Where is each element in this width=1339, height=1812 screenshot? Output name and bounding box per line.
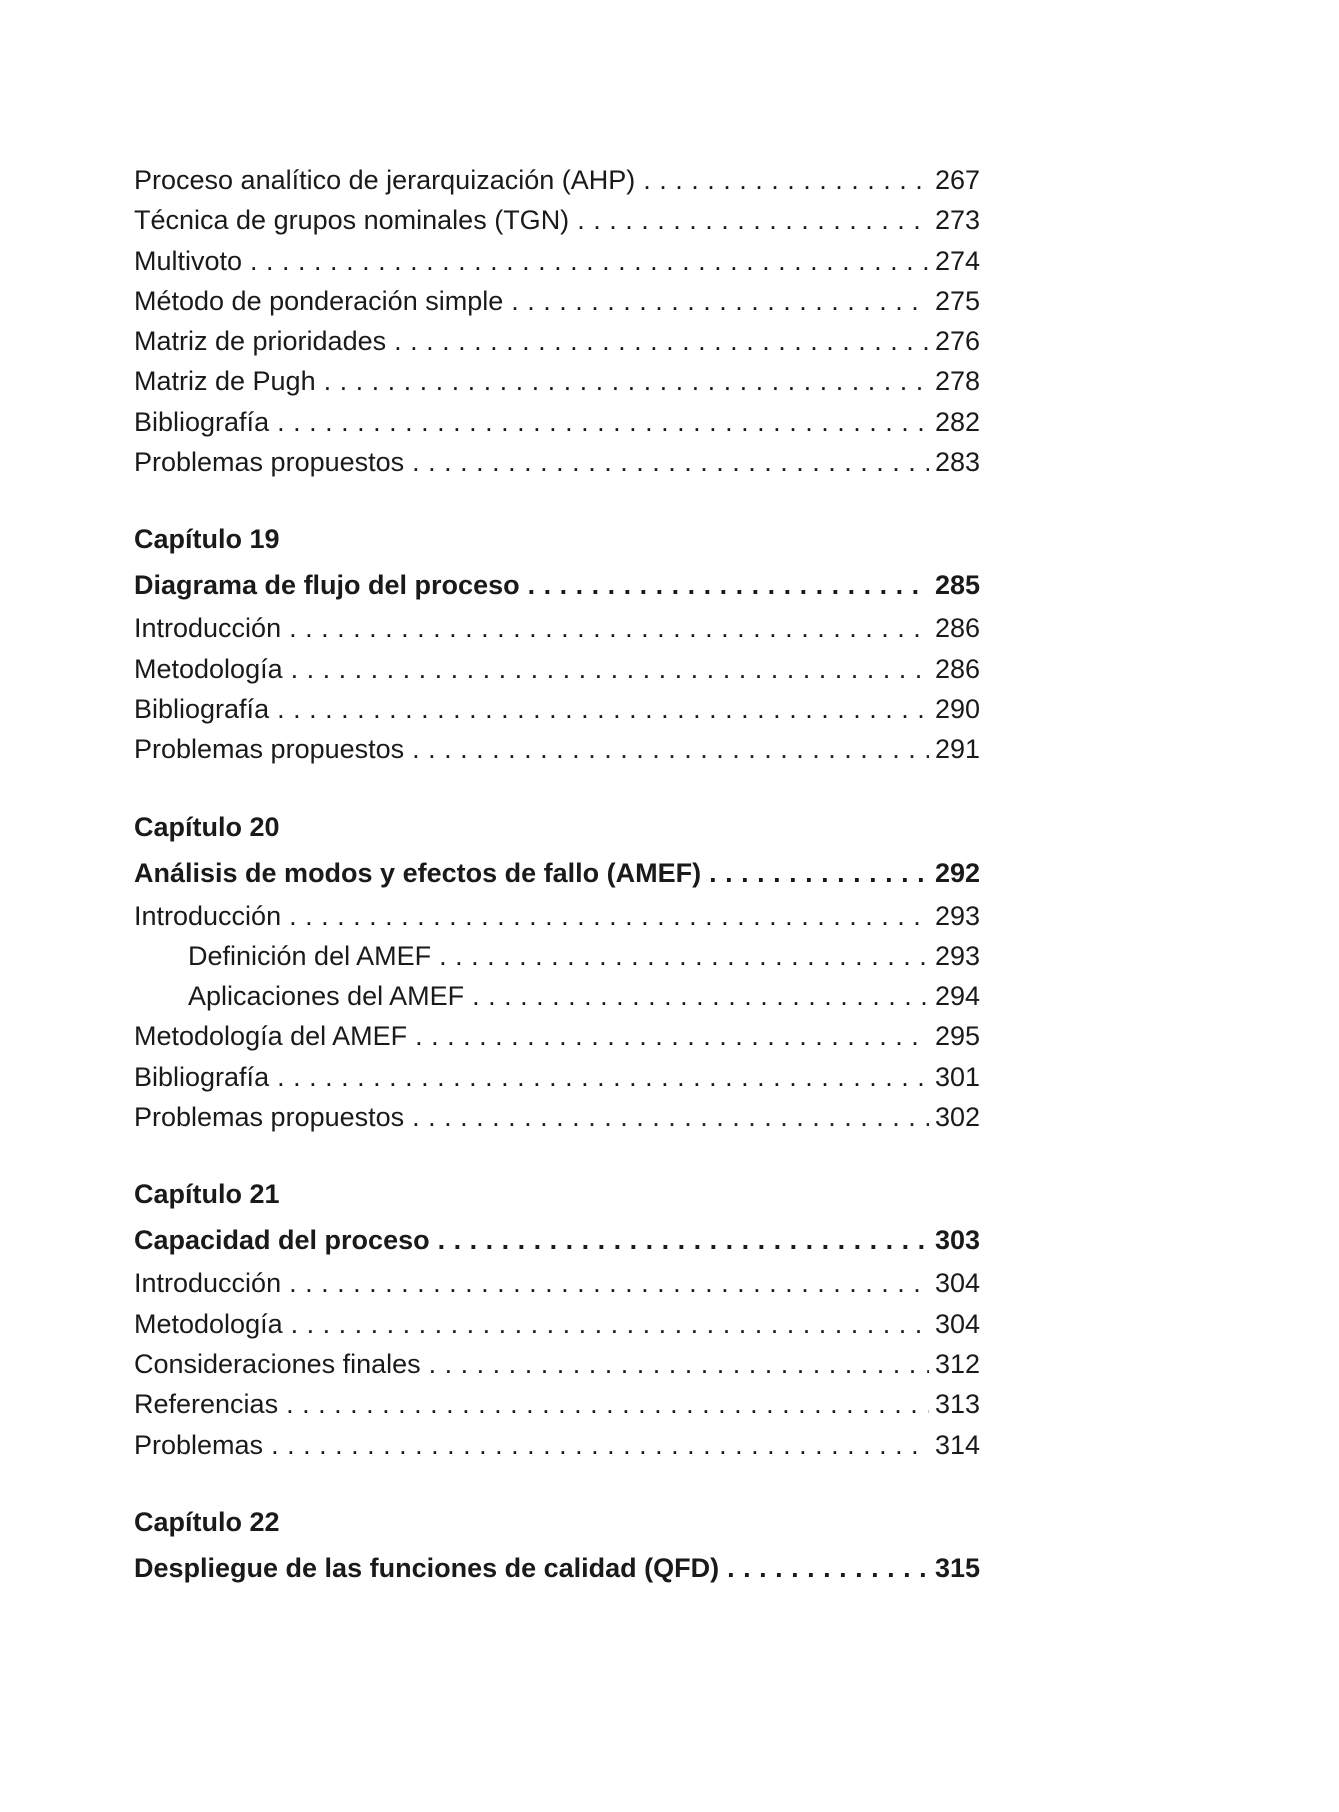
entry-page-number: 283 — [934, 447, 980, 478]
dot-leader — [289, 1263, 929, 1303]
entry-page-number: 292 — [934, 857, 980, 888]
entry-page-number: 294 — [934, 981, 980, 1012]
entry-page-number: 278 — [934, 366, 980, 397]
entry-title: Definición del AMEF — [188, 940, 432, 971]
toc-entry — [134, 1097, 980, 1137]
entry-title: Bibliografía — [134, 1061, 270, 1092]
entry-page-number: 304 — [934, 1268, 980, 1299]
toc-entry — [134, 402, 980, 442]
toc-entry — [134, 729, 980, 769]
dot-leader — [415, 1016, 929, 1056]
chapter-label: Capítulo 20 — [134, 811, 280, 842]
entry-title: Consideraciones finales — [134, 1348, 421, 1379]
entry-title: Aplicaciones del AMEF — [188, 981, 465, 1012]
entry-title: Metodología del AMEF — [134, 1021, 408, 1052]
dot-leader — [438, 1217, 929, 1263]
entry-page-number: 285 — [934, 570, 980, 601]
dot-leader — [577, 200, 929, 240]
chapter-label: Capítulo 21 — [134, 1179, 280, 1210]
toc-section — [134, 516, 980, 769]
entry-title: Técnica de grupos nominales (TGN) — [134, 205, 570, 236]
entry-page-number: 286 — [934, 653, 980, 684]
entry-page-number: 274 — [934, 245, 980, 276]
entry-page-number: 312 — [934, 1348, 980, 1379]
toc-entry — [134, 442, 980, 482]
entry-page-number: 304 — [934, 1308, 980, 1339]
dot-leader — [727, 1545, 929, 1591]
chapter-label: Capítulo 22 — [134, 1506, 280, 1537]
dot-leader — [528, 562, 929, 608]
toc-entry — [134, 1425, 980, 1465]
toc-entry — [134, 649, 980, 689]
entry-page-number: 303 — [934, 1225, 980, 1256]
dot-leader — [289, 896, 929, 936]
toc-section — [134, 1499, 980, 1591]
entry-title: Problemas propuestos — [134, 734, 405, 765]
dot-leader — [289, 608, 929, 648]
toc-entry — [134, 1304, 980, 1344]
entry-title: Bibliografía — [134, 693, 270, 724]
toc-entry — [134, 321, 980, 361]
toc-section — [134, 160, 980, 482]
toc-subentry — [134, 936, 980, 976]
entry-title: Capacidad del proceso — [134, 1225, 430, 1256]
dot-leader — [324, 361, 929, 401]
entry-title: Diagrama de flujo del proceso — [134, 570, 520, 601]
entry-title: Problemas propuestos — [134, 1102, 405, 1133]
dot-leader — [277, 689, 929, 729]
entry-page-number: 293 — [934, 940, 980, 971]
entry-title: Método de ponderación simple — [134, 285, 504, 316]
entry-title: Metodología — [134, 1308, 283, 1339]
dot-leader — [412, 442, 929, 482]
chapter-title-entry — [134, 562, 980, 608]
entry-title: Multivoto — [134, 245, 243, 276]
entry-page-number: 282 — [934, 406, 980, 437]
toc-entry — [134, 361, 980, 401]
dot-leader — [277, 402, 929, 442]
dot-leader — [250, 241, 929, 281]
dot-leader — [643, 160, 929, 200]
toc-entry — [134, 1057, 980, 1097]
chapter-title-entry — [134, 850, 980, 896]
dot-leader — [472, 976, 929, 1016]
entry-title: Introducción — [134, 613, 282, 644]
entry-page-number: 301 — [934, 1061, 980, 1092]
entry-page-number: 290 — [934, 693, 980, 724]
entry-page-number: 315 — [934, 1552, 980, 1583]
toc-entry — [134, 160, 980, 200]
dot-leader — [394, 321, 929, 361]
toc-entry — [134, 608, 980, 648]
entry-page-number: 314 — [934, 1429, 980, 1460]
dot-leader — [511, 281, 929, 321]
entry-title: Introducción — [134, 900, 282, 931]
toc-entry — [134, 1344, 980, 1384]
toc-entry — [134, 241, 980, 281]
entry-page-number: 293 — [934, 900, 980, 931]
entry-page-number: 273 — [934, 205, 980, 236]
entry-title: Metodología — [134, 653, 283, 684]
entry-page-number: 286 — [934, 613, 980, 644]
dot-leader — [277, 1057, 929, 1097]
entry-title: Introducción — [134, 1268, 282, 1299]
dot-leader — [429, 1344, 929, 1384]
entry-page-number: 295 — [934, 1021, 980, 1052]
entry-page-number: 302 — [934, 1102, 980, 1133]
toc-entry — [134, 281, 980, 321]
entry-title: Bibliografía — [134, 406, 270, 437]
dot-leader — [271, 1425, 929, 1465]
toc-entry — [134, 200, 980, 240]
toc-entry — [134, 1263, 980, 1303]
entry-title: Matriz de Pugh — [134, 366, 316, 397]
entry-page-number: 275 — [934, 285, 980, 316]
toc-entry — [134, 1384, 980, 1424]
dot-leader — [286, 1384, 929, 1424]
toc-entry — [134, 896, 980, 936]
entry-title: Problemas propuestos — [134, 447, 405, 478]
entry-title: Proceso analítico de jerarquización (AHP) — [134, 165, 636, 195]
toc-entry — [134, 1016, 980, 1056]
entry-page-number: 291 — [934, 734, 980, 765]
entry-page-number: 276 — [934, 326, 980, 357]
entry-page-number: 267 — [934, 165, 980, 195]
entry-title: Matriz de prioridades — [134, 326, 387, 357]
toc-subentry — [134, 976, 980, 1016]
chapter-title-entry — [134, 1545, 980, 1591]
dot-leader — [412, 1097, 929, 1137]
entry-page-number: 313 — [934, 1389, 980, 1420]
dot-leader — [709, 850, 929, 896]
dot-leader — [412, 729, 929, 769]
toc-section — [134, 1171, 980, 1464]
toc-section — [134, 804, 980, 1138]
dot-leader — [439, 936, 929, 976]
dot-leader — [291, 1304, 929, 1344]
table-of-contents — [134, 160, 980, 1591]
entry-title: Problemas — [134, 1429, 264, 1460]
entry-title: Despliegue de las funciones de calidad (QFD) — [134, 1552, 720, 1583]
entry-title: Análisis de modos y efectos de fallo (AMEF) — [134, 857, 702, 888]
chapter-label: Capítulo 19 — [134, 524, 280, 555]
entry-title: Referencias — [134, 1389, 279, 1420]
dot-leader — [291, 649, 929, 689]
chapter-title-entry — [134, 1217, 980, 1263]
toc-entry — [134, 689, 980, 729]
